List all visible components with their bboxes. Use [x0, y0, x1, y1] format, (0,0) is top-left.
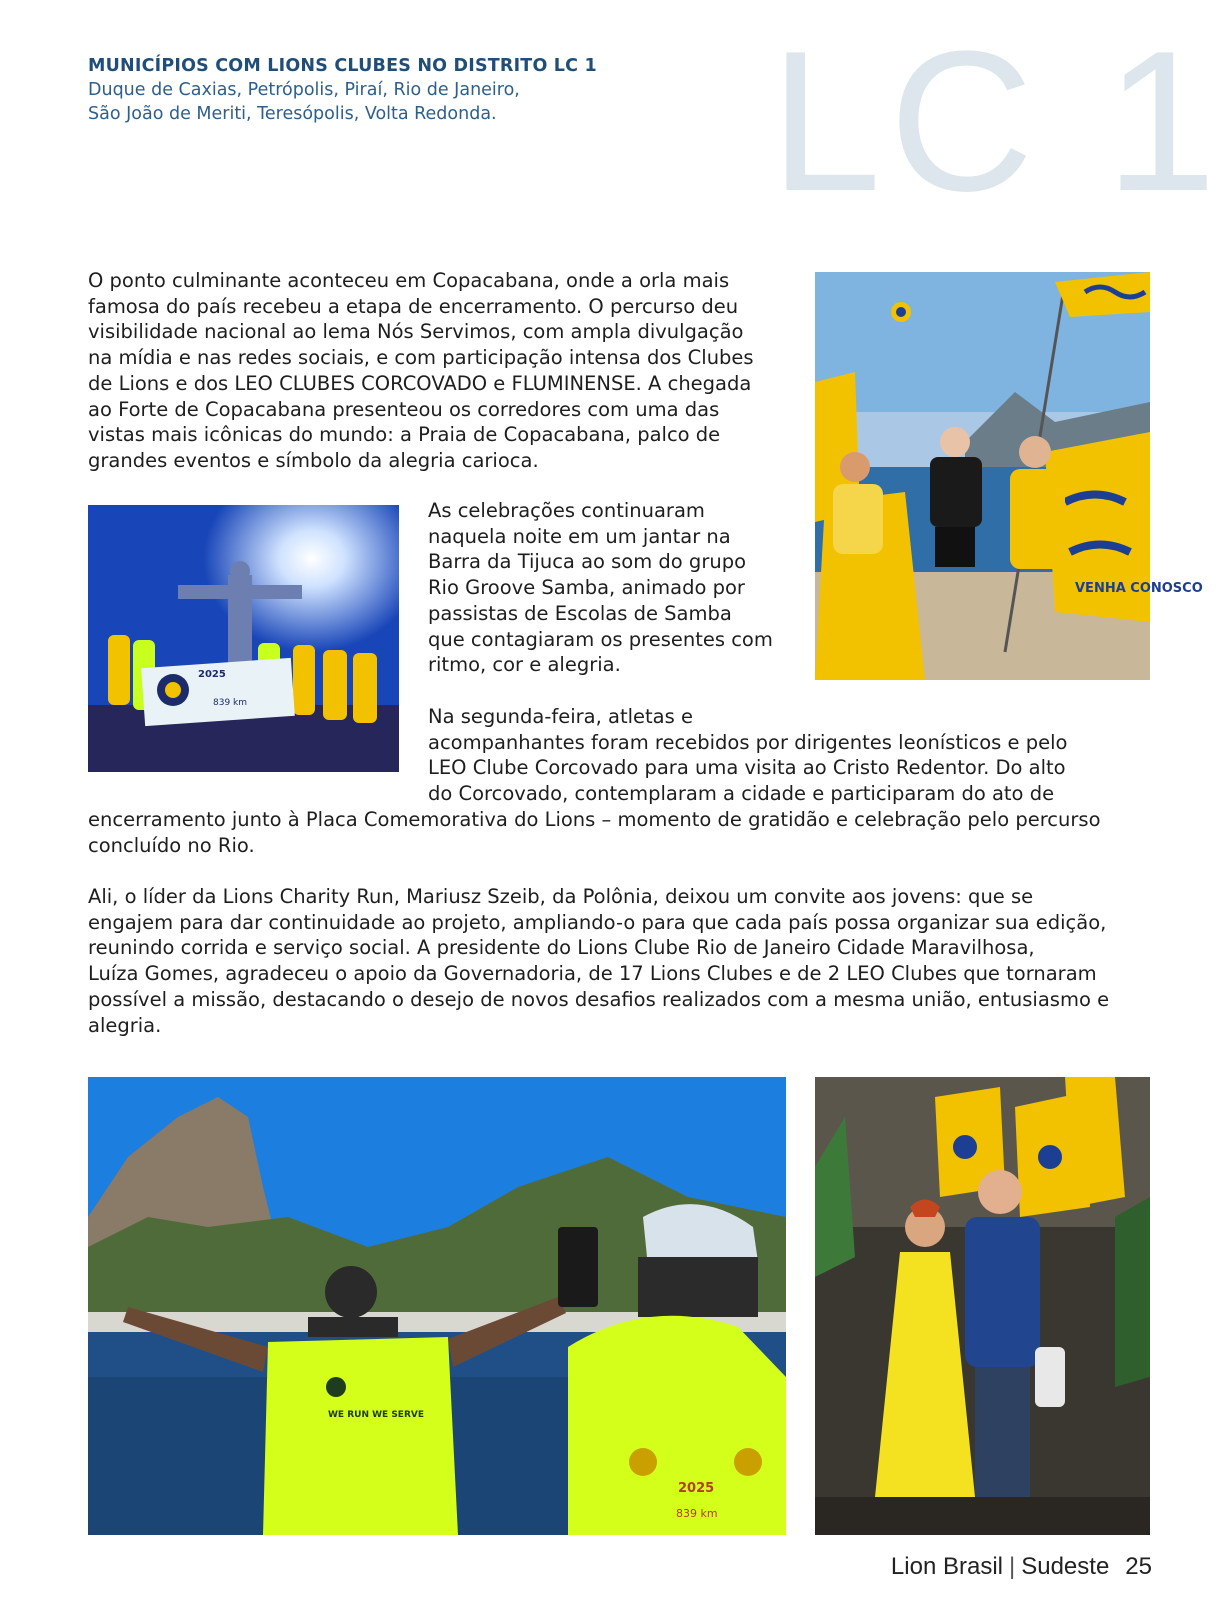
shirt-distance: 839 km: [676, 1507, 718, 1520]
shirt-year: 2025: [678, 1481, 715, 1496]
cities-line-1: Duque de Caxias, Petrópolis, Piraí, Rio de Janeiro,: [88, 80, 520, 100]
shirt-slogan: WE RUN WE SERVE: [328, 1410, 424, 1420]
cities-line-2: São João de Meriti, Teresópolis, Volta Redonda.: [88, 104, 497, 124]
banner-year: 2025: [198, 669, 226, 680]
article-paragraph-4: Ali, o líder da Lions Charity Run, Mariusz Szeib, da Polônia, deixou um convite aos jovens: que se engajem para dar continuidade ao projeto, ampliando-o para que cada país possa organizar sua edição, reunindo corrida e serviço social. A presidente do Lions Clube Rio de Janeiro Cidade Maravilhosa, Luíza Gomes, agradeceu o apoio da Governadoria, de 17 Lions Clubes e de 2 LEO Clubes que tornaram possível a missão, destacando o desejo de novos desafios realizados com a mesma união, entusiasmo e alegria.: [88, 885, 1110, 1037]
flag-slogan: VENHA CONOSCO: [1075, 581, 1203, 596]
publication-name: Lion Brasil: [890, 1553, 1003, 1580]
photo-sugarloaf-runners: [88, 1077, 786, 1535]
article-paragraph-3-full: encerramento junto à Placa Comemorativa do Lions – momento de gratidão e celebração pelo percurso concluído no Rio.: [88, 807, 1101, 857]
district-watermark: LC 1: [770, 10, 1224, 233]
article-paragraph-3-wrapped: Na segunda-feira, atletas e acompanhantes foram recebidos por dirigentes leonísticos e pelo LEO Clube Corcovado para uma visita ao Cristo Redentor. Do alto do Corcovado, contemplaram a cidade e participaram do ato de: [428, 705, 1068, 806]
page-footer: [891, 1553, 1152, 1581]
photo-flag-bearers-copacabana: [815, 272, 1203, 680]
page-number: 25: [1125, 1553, 1152, 1580]
article-paragraph-3: [88, 704, 1148, 858]
photo-dinner-celebration: [815, 1077, 1150, 1535]
footer-separator: |: [1008, 1553, 1016, 1580]
article-paragraph-1: O ponto culminante aconteceu em Copacabana, onde a orla mais famosa do país recebeu a etapa de encerramento. O percurso deu visibilidade nacional ao lema Nós Servimos, com ampla divulgação na mídia e nas redes sociais, e com participação intensa dos Clubes de Lions e dos LEO CLUBES CORCOVADO e FLUMINENSE. A chegada ao Forte de Copacabana presenteou os corredores com uma das vistas mais icônicas do mundo: a Praia de Copacabana, palco de grandes eventos e símbolo da alegria carioca.: [88, 269, 754, 472]
article-paragraph-2: As celebrações continuaram naquela noite em um jantar na Barra da Tijuca ao som do grupo Rio Groove Samba, animado por passistas de Escolas de Samba que contagiaram os presentes com ritmo, cor e alegria.: [428, 499, 773, 677]
region-name: Sudeste: [1021, 1553, 1110, 1580]
district-title: MUNICÍPIOS COM LIONS CLUBES NO DISTRITO LC 1: [88, 56, 597, 76]
banner-distance: 839 km: [213, 698, 248, 708]
